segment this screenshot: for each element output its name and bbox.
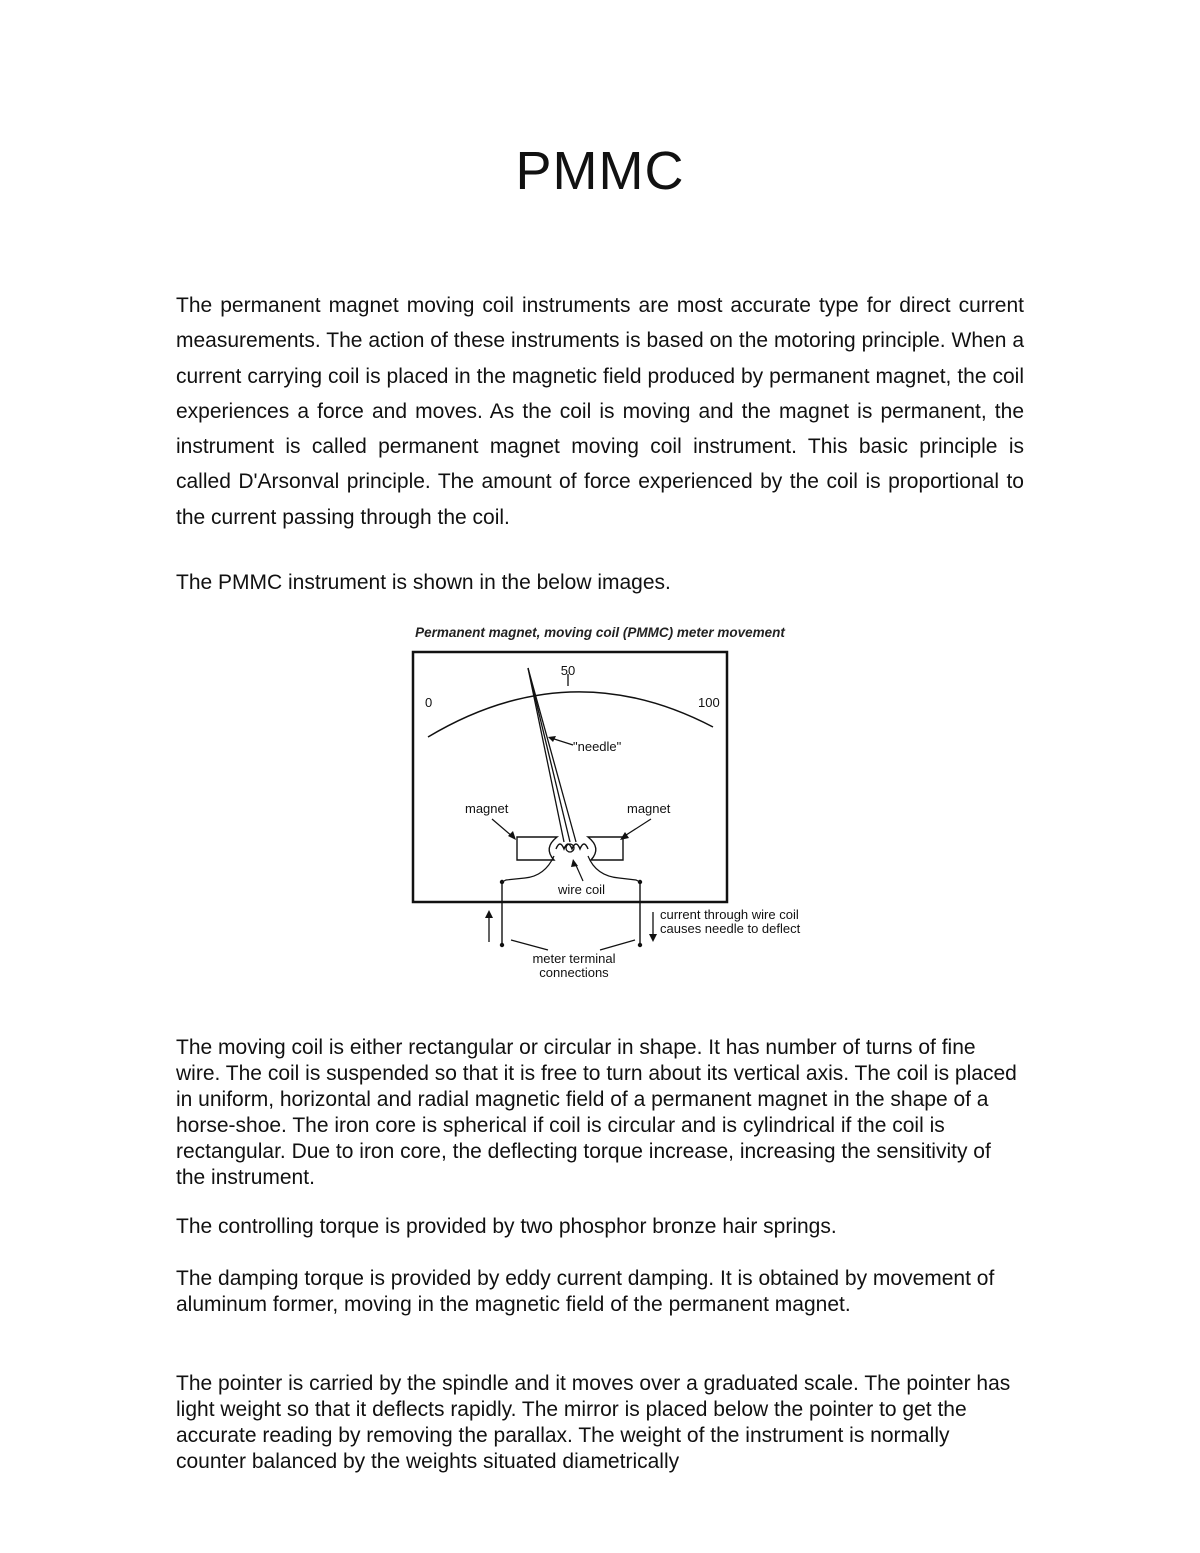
pmmc-diagram (355, 620, 845, 985)
scale-max-label: 100 (698, 695, 720, 710)
magnet-left-label: magnet (465, 801, 509, 816)
magnet-right-label: magnet (627, 801, 671, 816)
terminal-label-line2: connections (539, 965, 609, 980)
pointer-paragraph: The pointer is carried by the spindle and it moves over a graduated scale. The pointer has light weight so that it deflects rapidly. The mirror is placed below the pointer to get the accurate reading by removing the parallax. The weight of the instrument is normally counter balanced by the weights situated diametrically (176, 1372, 1011, 1473)
magnet-right-arrow (623, 819, 651, 837)
terminal-end-right (638, 943, 642, 947)
current-label-line1: current through wire coil (660, 907, 799, 922)
pmmc-diagram-svg (355, 620, 845, 985)
page-title: PMMC (515, 141, 685, 201)
magnet-left (517, 837, 557, 860)
controlling-torque-paragraph: The controlling torque is provided by two phosphor bronze hair springs. (176, 1215, 837, 1238)
current-arrow-down-head (649, 934, 657, 942)
scale-arc (428, 692, 713, 737)
wire-coil (556, 844, 588, 852)
terminal-label-line1: meter terminal (532, 951, 616, 966)
magnet-left-arrowhead (508, 831, 516, 840)
magnet-right-arrowhead (620, 832, 629, 840)
scale-min-label: 0 (425, 695, 433, 710)
needle (528, 668, 576, 842)
moving-coil-paragraph: The moving coil is either rectangular or circular in shape. It has number of turns of fine wire. The coil is suspended so that it is free to turn about its vertical axis. The coil is placed in uniform, horizontal and radial magnetic field of a permanent magnet in the shape of a horse-shoe. The iron core is spherical if coil is circular and is cylindrical if the coil is rectangular. Due to iron core, the deflecting torque increase, increasing the sensitivity of the instrument. (176, 1036, 1017, 1189)
terminal-label-arrow-left (511, 940, 548, 950)
wire-coil-arrowhead (571, 859, 578, 867)
magnet-right (588, 837, 623, 860)
current-arrow-up-head (485, 910, 493, 918)
current-label-line2: causes needle to deflect (660, 921, 801, 936)
figure-caption: Permanent magnet, moving coil (PMMC) meter movement (415, 625, 785, 640)
scale-mid-label: 50 (560, 663, 576, 678)
needle-label: "needle" (573, 739, 622, 754)
damping-torque-paragraph: The damping torque is provided by eddy current damping. It is obtained by movement of aluminum former, moving in the magnetic field of the permanent magnet. (176, 1267, 995, 1316)
terminal-end-left (500, 943, 504, 947)
wire-coil-label: wire coil (558, 882, 605, 897)
meter-housing (413, 652, 727, 902)
figure-intro-paragraph: The PMMC instrument is shown in the below images. (176, 571, 671, 594)
terminal-label-arrow-right (600, 940, 635, 950)
intro-paragraph: The permanent magnet moving coil instruments are most accurate type for direct current measurements. The action of these instruments is based on the motoring principle. When a current carrying coil is placed in the magnetic field produced by permanent magnet, the coil experiences a force and moves. As the coil is moving and the magnet is permanent, the instrument is called permanent magnet moving coil instrument. This basic principle is called D'Arsonval principle. The amount of force experienced by the coil is proportional to the current passing through the coil. (176, 294, 1024, 529)
